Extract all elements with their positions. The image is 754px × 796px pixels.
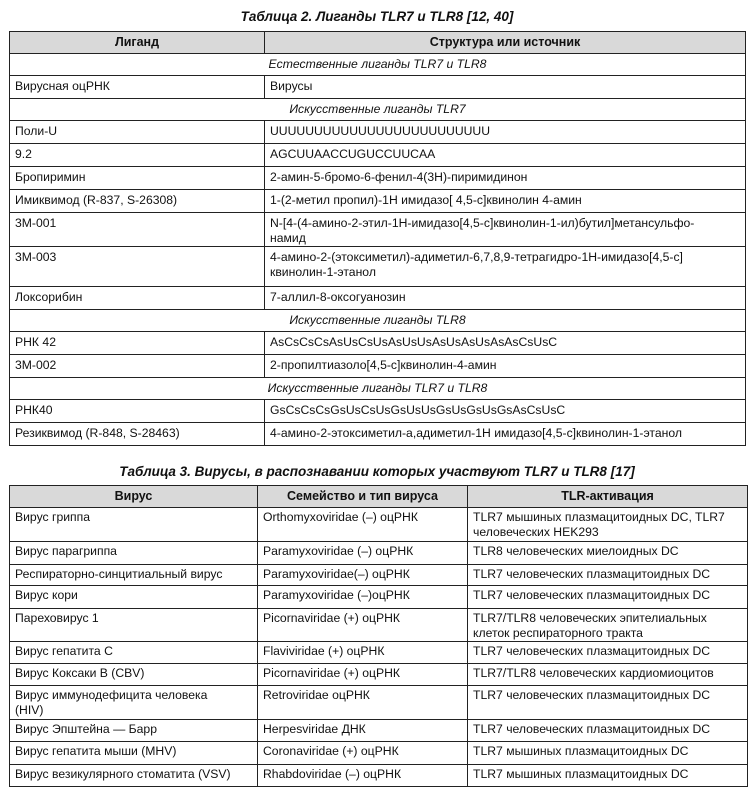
table-row [10,400,746,423]
table-row [10,686,748,720]
section-label: Искусственные лиганды TLR7 и TLR8 [10,378,746,400]
family-cell: Flaviviridae (+) оцРНК [258,642,468,664]
table-row [10,642,748,664]
ligand-cell: 3M-003 [10,247,265,287]
virus-cell: Вирус Коксаки В (CBV) [10,664,258,686]
virus-cell: Вирус везикулярного стоматита (VSV) [10,765,258,787]
structure-cell: 1-(2-метил пропил)-1Н имидазо[ 4,5-с]квинолин 4-амин [265,190,746,213]
table-row [10,720,748,742]
ligand-cell: Поли-U [10,121,265,144]
family-cell: Rhabdoviridae (–) оцРНК [258,765,468,787]
column-header-ligand: Лиганд [10,32,265,54]
structure-cell: 7-аллил-8-оксогуанозин [265,287,746,310]
structure-cell: AsCsCsCsAsUsCsUsAsUsUsAsUsAsUsAsAsCsUsC [265,332,746,355]
tlr-cell: TLR7 мышиных плазмацитоидных DC, TLR7 человеческих HEK293 [468,508,748,542]
family-cell: Picornaviridae (+) оцРНК [258,664,468,686]
section-row [10,310,746,332]
tlr-cell: TLR7/TLR8 человеческих эпителиальных клеток респираторного тракта [468,609,748,642]
column-header-structure: Структура или источник [265,32,746,54]
virus-cell: Вирус парагриппа [10,542,258,565]
ligands-table [9,31,746,446]
column-header-virus: Вирус [10,486,258,508]
table-row [10,247,746,287]
tlr-cell: TLR7 человеческих плазмацитоидных DC [468,565,748,586]
family-cell: Herpesviridae ДНК [258,720,468,742]
tlr-cell: TLR7 мышиных плазмацитоидных DC [468,765,748,787]
table-row [10,144,746,167]
table-row [10,423,746,446]
table-row [10,287,746,310]
structure-cell: Вирусы [265,76,746,99]
table-row [10,565,748,586]
section-label: Искусственные лиганды TLR8 [10,310,746,332]
table-row [10,190,746,213]
virus-cell: Вирус гриппа [10,508,258,542]
family-cell: Retroviridae оцРНК [258,686,468,720]
table-row [10,664,748,686]
column-header-family: Семейство и тип вируса [258,486,468,508]
ligand-cell: Имиквимод (R-837, S-26308) [10,190,265,213]
table-row [10,121,746,144]
column-header-tlr: TLR-активация [468,486,748,508]
virus-cell: Пареховирус 1 [10,609,258,642]
structure-cell: UUUUUUUUUUUUUUUUUUUUUUUUU [265,121,746,144]
table-row [10,213,746,247]
family-cell: Coronaviridae (+) оцРНК [258,742,468,765]
structure-cell: 2-амин-5-бромо-6-фенил-4(3Н)-пиримидинон [265,167,746,190]
table-row [10,542,748,565]
table3-caption: Таблица 3. Вирусы, в распознавании которых участвуют TLR7 и TLR8 [17] [119,464,635,479]
table2-caption: Таблица 2. Лиганды TLR7 и TLR8 [12, 40] [240,9,514,24]
ligand-cell: Локсорибин [10,287,265,310]
family-cell: Picornaviridae (+) оцРНК [258,609,468,642]
section-row [10,54,746,76]
tlr-cell: TLR7 человеческих плазмацитоидных DC [468,642,748,664]
section-row [10,378,746,400]
ligand-cell: 9.2 [10,144,265,167]
structure-cell: 4-амино-2-(этоксиметил)-адиметил-6,7,8,9-тетрагидро-1Н-имидазо[4,5-с] квинолин-1-этанол [265,247,746,287]
tlr-cell: TLR8 человеческих миелоидных DC [468,542,748,565]
structure-cell: 4-амино-2-этоксиметил-а,адиметил-1Н имидазо[4,5-с]квинолин-1-этанол [265,423,746,446]
ligand-cell: 3M-002 [10,355,265,378]
table-row [10,742,748,765]
tlr-cell: TLR7 человеческих плазмацитоидных DC [468,586,748,609]
structure-cell: 2-пропилтиазоло[4,5-с]квинолин-4-амин [265,355,746,378]
tlr-cell: TLR7 человеческих плазмацитоидных DC [468,686,748,720]
virus-cell: Респираторно-синцитиальный вирус [10,565,258,586]
section-row [10,99,746,121]
table-row [10,765,748,787]
virus-cell: Вирус иммунодефицита человека (HIV) [10,686,258,720]
structure-cell: GsCsCsCsGsUsCsUsGsUsUsGsUsGsUsGsAsCsUsC [265,400,746,423]
table-header-row [10,32,746,54]
section-label: Естественные лиганды TLR7 и TLR8 [10,54,746,76]
tlr-cell: TLR7/TLR8 человеческих кардиомиоцитов [468,664,748,686]
section-label: Искусственные лиганды TLR7 [10,99,746,121]
ligand-cell: Бропиримин [10,167,265,190]
table-row [10,609,748,642]
table-row [10,76,746,99]
table-row [10,332,746,355]
structure-cell: N-[4-(4-амино-2-этил-1Н-имидазо[4,5-с]квинолин-1-ил)бутил]метансульфо- намид [265,213,746,247]
virus-cell: Вирус кори [10,586,258,609]
tlr-cell: TLR7 мышиных плазмацитоидных DC [468,742,748,765]
table-row [10,586,748,609]
family-cell: Paramyxoviridae (–)оцРНК [258,586,468,609]
tlr-cell: TLR7 человеческих плазмацитоидных DC [468,720,748,742]
family-cell: Paramyxoviridae(–) оцРНК [258,565,468,586]
table-header-row [10,486,748,508]
family-cell: Orthomyxoviridae (–) оцРНК [258,508,468,542]
table-row [10,508,748,542]
virus-cell: Вирус Эпштейна — Барр [10,720,258,742]
virus-cell: Вирус гепатита мыши (MHV) [10,742,258,765]
ligand-cell: Резиквимод (R-848, S-28463) [10,423,265,446]
ligand-cell: РНК 42 [10,332,265,355]
virus-cell: Вирус гепатита С [10,642,258,664]
ligand-cell: 3M-001 [10,213,265,247]
structure-cell: AGCUUAACCUGUCCUUCAA [265,144,746,167]
table-row [10,355,746,378]
viruses-table [9,485,748,787]
ligand-cell: РНК40 [10,400,265,423]
table-row [10,167,746,190]
family-cell: Paramyxoviridae (–) оцРНК [258,542,468,565]
ligand-cell: Вирусная оцРНК [10,76,265,99]
